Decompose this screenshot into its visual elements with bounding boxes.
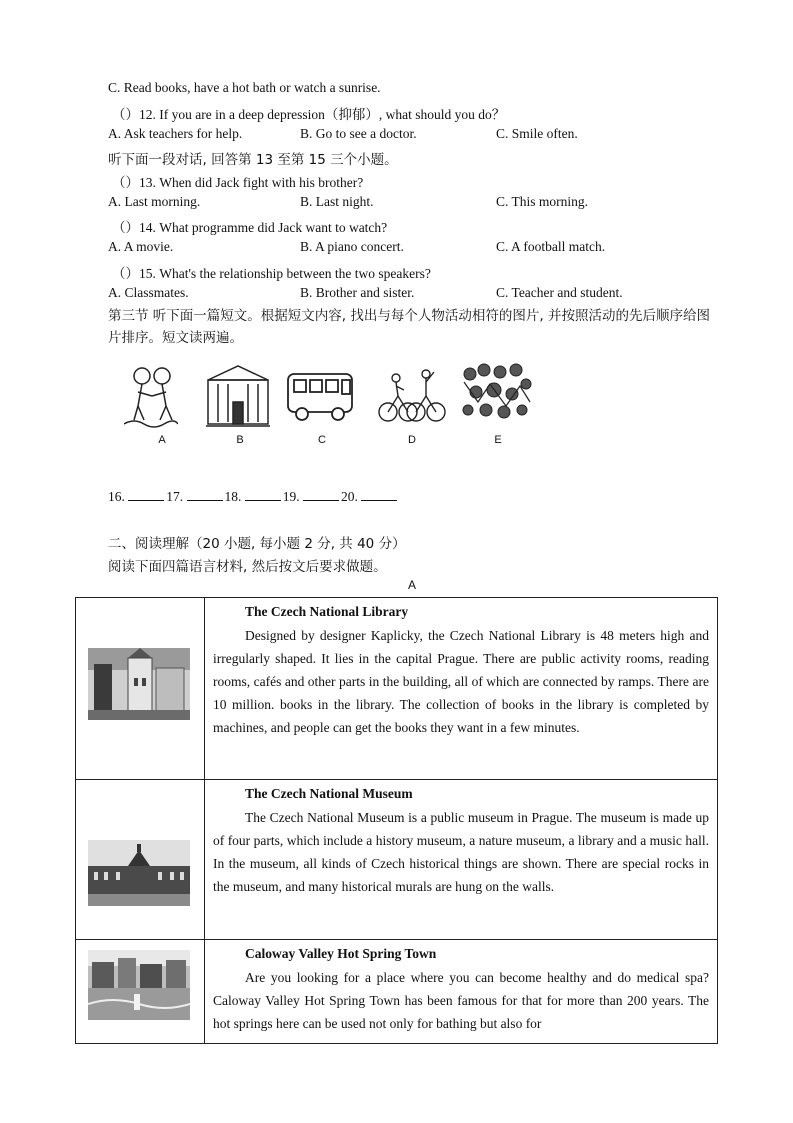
- table-row: [76, 598, 718, 780]
- museum-body: The Czech National Museum is a public museum in Prague. The museum is made up of four parts, which include a history museum, a nature museum, a library and a music hall. In the museum, all kinds of Czech historical things are shown. There are special rocks in the museum, and many historical murals are hung on the walls.: [213, 810, 709, 894]
- q13-option-c: C. This morning.: [496, 194, 589, 209]
- blank-label-18: 18.: [224, 489, 245, 504]
- blank-19[interactable]: [303, 488, 339, 501]
- picture-d-cyclists: [376, 362, 446, 432]
- q15-stem: （）15. What's the relationship between the two speakers?: [112, 266, 431, 281]
- image-cell: [76, 940, 205, 1044]
- picture-b-building: [204, 362, 272, 432]
- q14-stem: （）14. What programme did Jack want to watch?: [112, 220, 388, 235]
- museum-title: The Czech National Museum: [245, 786, 413, 801]
- picture-label-e: E: [494, 434, 502, 446]
- table-row: [76, 940, 718, 1044]
- activity-pictures: [124, 362, 534, 452]
- hot-spring-title: Caloway Valley Hot Spring Town: [245, 946, 437, 961]
- hot-spring-town-photo: [88, 950, 190, 1020]
- image-cell: [76, 780, 205, 940]
- picture-label-b: B: [236, 434, 244, 446]
- reading-heading: 二、阅读理解（20 小题, 每小题 2 分, 共 40 分）: [108, 536, 406, 552]
- passage-label: A: [408, 578, 417, 592]
- section3-instructions: 第三节 听下面一篇短文。根据短文内容, 找出与每个人物活动相符的图片, 并按照活动的先后顺序给图片排序。短文读两遍。: [108, 308, 710, 346]
- blank-label-20: 20.: [341, 489, 362, 504]
- q15-option-b: B. Brother and sister.: [300, 285, 415, 300]
- blank-17[interactable]: [187, 488, 223, 501]
- q12-option-b: B. Go to see a doctor.: [300, 126, 417, 141]
- picture-label-d: D: [408, 434, 416, 446]
- q13-stem: （）13. When did Jack fight with his brother?: [112, 175, 364, 190]
- picture-a-children: [124, 362, 178, 432]
- hot-spring-body: Are you looking for a place where you can become healthy and do medical spa? Caloway Valley Hot Spring Town has been famous for that for more than 200 years. The hot springs here can be used not only for bathing but also for: [213, 970, 709, 1031]
- q13-option-a: A. Last morning.: [108, 194, 201, 209]
- picture-label-c: C: [318, 434, 326, 446]
- picture-label-a: A: [158, 434, 166, 446]
- q14-option-c: C. A football match.: [496, 239, 606, 254]
- q13-option-b: B. Last night.: [300, 194, 374, 209]
- text-cell: [205, 780, 718, 940]
- q15-option-a: A. Classmates.: [108, 285, 189, 300]
- table-row: [76, 780, 718, 940]
- q14-option-a: A. A movie.: [108, 239, 174, 254]
- picture-c-bus: [284, 362, 356, 432]
- text-cell: [205, 598, 718, 780]
- blank-20[interactable]: [361, 488, 397, 501]
- text-cell: [205, 940, 718, 1044]
- library-photo: [88, 648, 190, 720]
- answer-blanks: [108, 488, 399, 505]
- q12-option-c: C. Smile often.: [496, 126, 578, 141]
- blank-label-19: 19.: [282, 489, 303, 504]
- q12-stem: （）12. If you are in a deep depression（抑郁）, what should you do？: [112, 107, 506, 122]
- blank-18[interactable]: [245, 488, 281, 501]
- library-title: The Czech National Library: [245, 604, 409, 619]
- q11-option-c: C. Read books, have a hot bath or watch a sunrise.: [108, 80, 381, 95]
- blank-label-16: 16.: [108, 489, 129, 504]
- picture-e-crowd: [460, 362, 532, 432]
- museum-photo: [88, 840, 190, 906]
- blank-16[interactable]: [128, 488, 164, 501]
- blank-label-17: 17.: [166, 489, 187, 504]
- passage-a-table: [75, 597, 718, 1044]
- library-body: Designed by designer Kaplicky, the Czech National Library is 48 meters high and irregularly shaped. It lies in the capital Prague. There are public activity rooms, reading rooms, cafés and other parts in the building, all of which are connected by ramps. There are 10 million. books in the library. The collection of books in the library is completed by machines, and people can get the books they want in a few minutes.: [213, 628, 709, 735]
- q15-option-c: C. Teacher and student.: [496, 285, 623, 300]
- image-cell: [76, 598, 205, 780]
- reading-instructions: 阅读下面四篇语言材料, 然后按文后要求做题。: [108, 559, 387, 575]
- q12-option-a: A. Ask teachers for help.: [108, 126, 243, 141]
- dialog-instructions: 听下面一段对话, 回答第 13 至第 15 三个小题。: [108, 152, 398, 168]
- q14-option-b: B. A piano concert.: [300, 239, 404, 254]
